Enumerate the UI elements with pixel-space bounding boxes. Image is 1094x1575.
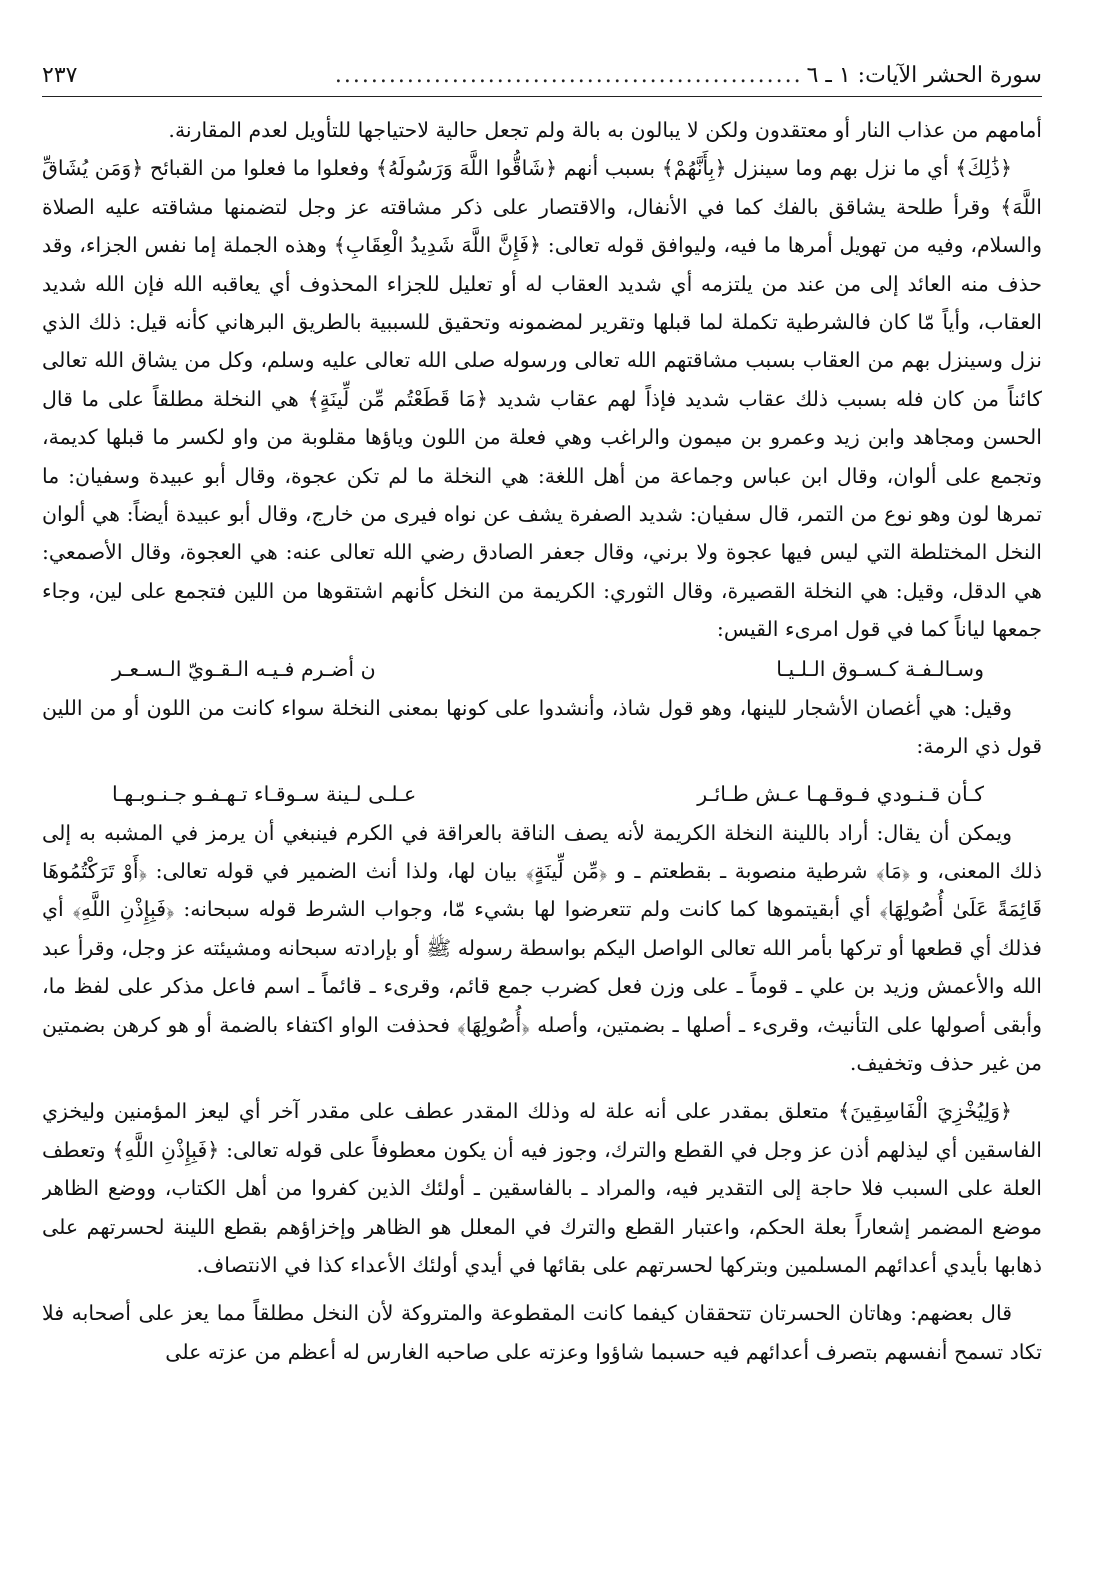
paragraph: أمامهم من عذاب النار أو معتقدون ولكن لا يبالون به بالة ولم تجعل حالية لاحتياجها للتأويل لعدم المقارنة.	[168, 118, 1042, 142]
paragraph: ﴿ذَٰلِكَ﴾ أي ما نزل بهم وما سينزل ﴿بِأَنَّهُمْ﴾ بسبب أنهم ﴿شَاقُّوا اللَّهَ وَرَسُولَهُ﴾ وفعلوا ما فعلوا من القبائح ﴿وَمَن يُشَاقِّ اللَّهَ﴾ وقرأ طلحة يشاقق بالفك كما في الأنفال، والاقتصار على ذكر مشاقته عز وجل لتضمنها مشاقته عليه الصلاة والسلام، وفيه من تهويل أمرها ما فيه، وليوافق قوله تعالى: ﴿فَإِنَّ اللَّهَ شَدِيدُ الْعِقَابِ﴾ وهذه الجملة إما نفس الجزاء، وقد حذف منه العائد إلى من عند من يلتزمه أي شديد العقاب له أو تعليل للجزاء المحذوف أي يعاقبه الله فإن الله شديد العقاب، وأياً مّا كان فالشرطية تكملة لما قبلها وتقرير لمضمونه وتحقيق للسببية بالطريق البرهاني كأنه قيل: ذلك الذي نزل وسينزل بهم من العقاب بسبب مشاقتهم الله تعالى ورسوله صلى الله تعالى عليه وسلم، وكل من يشاق الله تعالى كائناً من كان فله بسبب ذلك عقاب شديد فإذاً لهم عقاب شديد ﴿مَا قَطَعْتُم مِّن لِّينَةٍ﴾ هي النخلة مطلقاً على ما قال الحسن ومجاهد وابن زيد وعمرو بن ميمون والراغب وهي فعلة من اللون وياؤها مقلوبة من واو لكسر ما قبلها كديمة، وتجمع على ألوان، وقال ابن عباس وجماعة من أهل اللغة: هي النخلة ما لم تكن عجوة، وقال أبو عبيدة وسفيان: ما تمرها لون وهو نوع من التمر، قال سفيان: شديد الصفرة يشف عن نواه فيرى من خارج، وقال أبو عبيدة أيضاً: هي ألوان النخل المختلطة التي ليس فيها عجوة ولا برني، وقال جعفر الصادق رضي الله تعالى عنه: هي العجوة، وقال الأصمعي: هي الدقل، وقيل: هي النخلة القصيرة، وقال الثوري: الكريمة من النخل كأنهم اشتقوها من اللين فتجمع على لين، وجاء جمعها لياناً كما في قول امرىء القيس:	[42, 156, 1042, 642]
leader-dots: ....................................................	[334, 63, 803, 88]
book-page	[42, 58, 1042, 1558]
verse-first-hemistich: كـأن قـنـودي فـوقـهـا عـش طـائـر	[697, 781, 984, 806]
surah-title: سورة الحشر الآيات: ١ ـ ٦	[806, 63, 1042, 88]
verse-second-hemistich: عـلـى لـينة سـوقـاء تـهـفـو جـنـوبـهـا	[112, 781, 417, 806]
paragraph: وقيل: هي أغصان الأشجار للينها، وهو قول شاذ، وأنشدوا على كونها بمعنى النخلة سواء كانت من اللون أو من اللين قول ذي الرمة:	[42, 695, 1042, 759]
page-number: ٢٣٧	[42, 63, 78, 88]
poetry-verse	[42, 649, 1042, 689]
running-header	[42, 58, 1042, 97]
paragraph: ويمكن أن يقال: أراد باللينة النخلة الكريمة لأنه يصف الناقة بالعراقة في الكرم فينبغي أن يرمز في المشبه به إلى ذلك المعنى، و ﴿مَا﴾ شرطية منصوبة ـ بقطعتم ـ و ﴿مِّن لِّينَةٍ﴾ بيان لها، ولذا أنث الضمير في قوله تعالى: ﴿أَوْ تَرَكْتُمُوهَا قَائِمَةً عَلَىٰ أُصُولِهَا﴾ أي أبقيتموها كما كانت ولم تتعرضوا لها بشيء مّا، وجواب الشرط قوله سبحانه: ﴿فَبِإِذْنِ اللَّهِ﴾ أي فذلك أي قطعها أو تركها بأمر الله تعالى الواصل اليكم بواسطة رسوله ﷺ أو بإرادته سبحانه ومشيئته عز وجل، وقرأ عبد الله والأعمش وزيد بن علي ـ قوماً ـ على وزن فعل كضرب جمع قائم، وقرىء ـ قائماً ـ اسم فاعل مذكر على لفظ ما، وأبقى أصولها على التأنيث، وقرىء ـ أصلها ـ بضمتين، وأصله ﴿أُصُولِهَا﴾ فحذفت الواو اكتفاء بالضمة أو هو كرهن بضمتين من غير حذف وتخفيف.	[42, 820, 1042, 1075]
paragraph: ﴿وَلِيُخْزِيَ الْفَاسِقِينَ﴾ متعلق بمقدر على أنه علة له وذلك المقدر عطف على مقدر آخر أي ليعز المؤمنين وليخزي الفاسقين أي ليذلهم أذن عز وجل في القطع والترك، وجوز فيه أن يكون معطوفاً على قوله تعالى: ﴿فَبِإِذْنِ اللَّهِ﴾ وتعطف العلة على السبب فلا حاجة إلى التقدير فيه، والمراد ـ بالفاسقين ـ أولئك الذين كفروا من أهل الكتاب، ووضع الظاهر موضع المضمر إشعاراً بعلة الحكم، واعتبار القطع والترك في المعلل هو الظاهر وإخزاؤهم بقطع اللينة لحسرتهم على ذهابها بأيدي أعدائهم المسلمين وبتركها لحسرتهم على بقائها في أيدي أولئك الأعداء كذا في الانتصاف.	[42, 1099, 1042, 1277]
verse-second-hemistich: ن أضـرم فـيـه الـقـويّ الـسـعـر	[112, 656, 376, 681]
poetry-verse	[42, 774, 1042, 814]
verse-first-hemistich: وسـالـفـة كـسـوق الـلـيـا	[776, 656, 984, 681]
page-body	[42, 111, 1042, 1371]
paragraph: قال بعضهم: وهاتان الحسرتان تتحققان كيفما كانت المقطوعة والمتروكة لأن النخل مطلقاً مما يعز على أصحابه فلا تكاد تسمح أنفسهم بتصرف أعدائهم فيه حسبما شاؤوا وعزته على صاحبه الغارس له أعظم من عزته على	[42, 1301, 1042, 1364]
